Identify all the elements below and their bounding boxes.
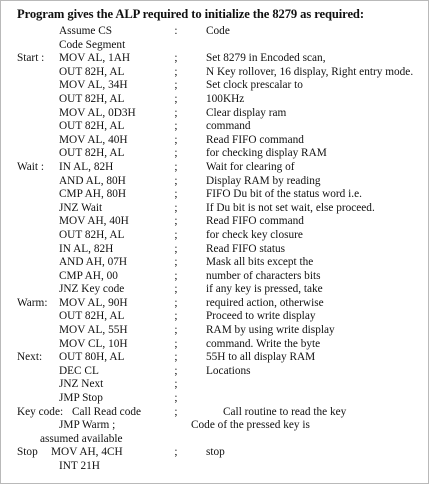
line-label: Key code: xyxy=(17,405,64,418)
line-separator: ; xyxy=(174,106,178,119)
line-separator: ; xyxy=(174,147,178,160)
line-instruction: Call Read code xyxy=(72,405,142,418)
line-separator: ; xyxy=(174,405,178,418)
code-line xyxy=(1,147,429,161)
line-comment: command xyxy=(206,120,251,133)
line-label: Stop xyxy=(17,446,38,459)
line-separator: ; xyxy=(174,92,178,105)
code-line xyxy=(1,243,429,257)
line-label: Next: xyxy=(17,351,43,364)
line-separator: : xyxy=(174,25,178,37)
line-instruction: MOV AL, 0D3H xyxy=(59,106,136,119)
line-separator: ; xyxy=(174,283,178,296)
line-instruction: IN AL, 82H xyxy=(59,160,114,173)
line-separator: ; xyxy=(174,215,178,228)
code-line xyxy=(1,338,429,352)
line-comment: if any key is pressed, take xyxy=(206,283,323,296)
line-comment: number of characters bits xyxy=(206,269,321,282)
line-comment: Clear display ram xyxy=(206,106,287,119)
code-line xyxy=(1,419,429,433)
line-comment: command. Write the byte xyxy=(206,337,321,350)
code-line xyxy=(1,378,429,392)
line-comment: 55H to all display RAM xyxy=(206,351,316,364)
line-comment: Mask all bits except the xyxy=(206,256,314,269)
code-line xyxy=(1,392,429,406)
line-instruction: JNZ Next xyxy=(59,378,104,391)
line-separator: ; xyxy=(174,310,178,323)
line-comment: Locations xyxy=(206,364,251,377)
code-line xyxy=(1,25,429,39)
line-separator: ; xyxy=(174,188,178,201)
line-instruction: OUT 82H, AL xyxy=(59,92,125,105)
line-instruction: Code Segment xyxy=(59,38,126,51)
code-line xyxy=(1,52,429,66)
code-line xyxy=(1,93,429,107)
line-instruction: assumed available xyxy=(40,432,123,445)
line-comment: Read FIFO status xyxy=(206,242,286,255)
line-comment: If Du bit is not set wait, else proceed. xyxy=(206,201,375,214)
line-instruction: MOV AL, 40H xyxy=(59,133,128,146)
line-separator: ; xyxy=(174,174,178,187)
line-separator: ; xyxy=(174,52,178,65)
line-separator: ; xyxy=(174,65,178,78)
code-line xyxy=(1,406,429,420)
line-instruction: MOV AL, 1AH xyxy=(59,52,131,65)
code-line xyxy=(1,66,429,80)
line-comment: Set 8279 in Encoded scan, xyxy=(206,52,326,65)
line-instruction: CMP AH, 00 xyxy=(59,269,118,282)
line-comment: stop xyxy=(206,446,225,459)
line-comment: Read FIFO command xyxy=(206,215,304,228)
line-instruction: JNZ Wait xyxy=(59,201,103,214)
code-line xyxy=(1,460,429,474)
line-separator: ; xyxy=(174,296,178,309)
line-instruction: MOV AL, 90H xyxy=(59,296,128,309)
code-line xyxy=(1,202,429,216)
line-comment: Code of the pressed key is xyxy=(191,419,310,432)
line-instruction: OUT 82H, AL xyxy=(59,310,125,323)
code-line xyxy=(1,39,429,53)
line-instruction: AND AL, 80H xyxy=(59,174,126,187)
line-instruction: JNZ Key code xyxy=(59,283,125,296)
code-line xyxy=(1,161,429,175)
line-instruction: OUT 82H, AL xyxy=(59,65,125,78)
line-instruction: OUT 80H, AL xyxy=(59,351,125,364)
line-instruction: JMP Warm ; xyxy=(59,419,116,432)
code-line xyxy=(1,297,429,311)
line-separator: ; xyxy=(174,201,178,214)
code-line xyxy=(1,433,429,447)
code-line xyxy=(1,107,429,121)
code-line xyxy=(1,310,429,324)
line-separator: ; xyxy=(174,269,178,282)
line-separator: ; xyxy=(174,324,178,337)
line-separator: ; xyxy=(174,364,178,377)
line-label: Start : xyxy=(17,52,45,65)
code-line xyxy=(1,324,429,338)
line-separator: ; xyxy=(174,79,178,92)
line-separator: ; xyxy=(174,392,178,405)
line-comment: for check key closure xyxy=(206,228,303,241)
line-comment: Read FIFO command xyxy=(206,133,304,146)
code-line xyxy=(1,446,429,460)
line-comment: for checking display RAM xyxy=(206,147,327,160)
line-instruction: IN AL, 82H xyxy=(59,242,114,255)
line-instruction: Assume CS xyxy=(59,25,113,37)
code-line xyxy=(1,120,429,134)
line-comment: FIFO Du bit of the status word i.e. xyxy=(206,188,362,201)
code-line xyxy=(1,365,429,379)
line-separator: ; xyxy=(174,256,178,269)
line-instruction: CMP AH, 80H xyxy=(59,188,127,201)
line-comment: Set clock prescalar to xyxy=(206,79,303,92)
code-line xyxy=(1,283,429,297)
line-separator: ; xyxy=(174,120,178,133)
line-comment: Proceed to write display xyxy=(206,310,316,323)
line-instruction: MOV AH, 40H xyxy=(59,215,129,228)
code-line xyxy=(1,215,429,229)
line-comment: N Key rollover, 16 display, Right entry mode. xyxy=(206,65,414,78)
line-instruction: OUT 82H, AL xyxy=(59,228,125,241)
code-line xyxy=(1,134,429,148)
line-comment: Display RAM by reading xyxy=(206,174,321,187)
line-instruction: MOV AH, 4CH xyxy=(51,446,123,459)
line-separator: ; xyxy=(174,160,178,173)
assembly-listing xyxy=(1,25,429,474)
line-instruction: OUT 82H, AL xyxy=(59,147,125,160)
line-separator: ; xyxy=(174,133,178,146)
line-comment: Code xyxy=(206,25,230,37)
line-separator: ; xyxy=(174,378,178,391)
line-label: Wait : xyxy=(17,160,45,173)
code-line xyxy=(1,188,429,202)
line-instruction: MOV AL, 34H xyxy=(59,79,128,92)
code-line xyxy=(1,256,429,270)
line-instruction: INT 21H xyxy=(59,460,100,472)
line-instruction: DEC CL xyxy=(59,364,99,377)
code-line xyxy=(1,175,429,189)
code-line xyxy=(1,79,429,93)
line-comment: Call routine to read the key xyxy=(223,405,347,418)
line-instruction: JMP Stop xyxy=(59,392,103,405)
line-comment: 100KHz xyxy=(206,92,245,105)
line-separator: ; xyxy=(174,228,178,241)
line-label: Warm: xyxy=(17,296,48,309)
code-line xyxy=(1,270,429,284)
line-instruction: OUT 82H, AL xyxy=(59,120,125,133)
code-line xyxy=(1,351,429,365)
line-separator: ; xyxy=(174,446,178,459)
line-separator: ; xyxy=(174,337,178,350)
document-title: Program gives the ALP required to initialize the 8279 as required: xyxy=(17,7,364,21)
line-instruction: AND AH, 07H xyxy=(59,256,128,269)
line-separator: ; xyxy=(174,351,178,364)
code-line xyxy=(1,229,429,243)
line-instruction: MOV AL, 55H xyxy=(59,324,128,337)
line-comment: RAM by using write display xyxy=(206,324,335,337)
line-separator: ; xyxy=(174,242,178,255)
line-comment: required action, otherwise xyxy=(206,296,324,309)
line-comment: Wait for clearing of xyxy=(206,160,295,173)
line-instruction: MOV CL, 10H xyxy=(59,337,128,350)
